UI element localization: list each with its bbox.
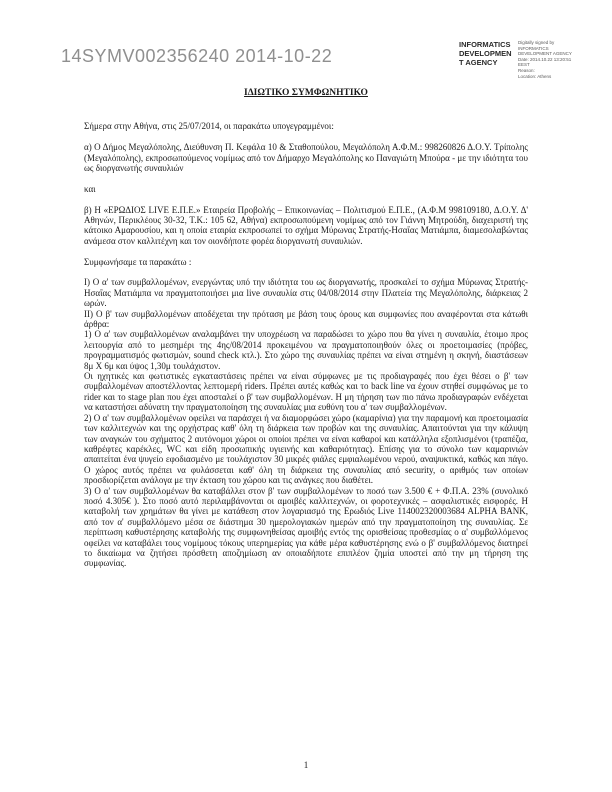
paragraph-term-1b: Οι ηχητικές και φωτιστικές εγκαταστάσεις πρέπει να είναι σύμφωνες με τις προδιαγραφές που έχει θέσει ο β' των συμβαλλομένων αποστέλλοντας λεπτομερή riders. Πρέπει αυτές καθώς και το back line να έχουν στηθεί συμφώνως με το rider και το stage plan που έχει αποσταλεί ο β' των συμβαλλομένων. Η μη τήρηση των πιο πάνω προδιαγραφών ενδέχεται να καταστήσει αδύνατη την πραγματοποίηση της συναυλίας μια ευθύνη του α' των συμβαλλομένων.	[84, 371, 528, 413]
paragraph-term-2: 2) Ο α' των συμβαλλομένων οφείλει να παράσχει ή να διαμορφώσει χώρο (καμαρίνια) για την παραμονή και προετοιμασία των καλλιτεχνών και της ορχήστρας καθ' όλη τη διάρκεια των προβών και της συναυλίας. Απαιτούνται για την κάλυψη των αναγκών του σχήματος 2 αυτόνομοι χώροι οι οποίοι πρέπει να είναι καθαροί και κατάλληλα εξοπλισμένοι (τραπέζια, καθρέφτες καρέκλες, WC και είδη προσωπικής υγιεινής και καθαριότητας). Επίσης για το σύνολο των καμαρινιών απαιτείται ένα ψυγείο εφοδιασμένο με τουλάχιστον 30 μικρές φιάλες εμφιαλωμένου νερού, αναψυκτικά, καθώς και πάγο. Ο χώρος αυτός πρέπει να φυλάσσεται καθ' όλη τη διάρκεια της συναυλίας από security, ο αριθμός των οποίων προσδιορίζεται ανάλογα με την έκταση του χώρου και τις ανάγκες που διαθέτει.	[84, 412, 528, 486]
paragraph-term-1: 1) Ο α' των συμβαλλομένων αναλαμβάνει την υποχρέωση να παραδώσει το χώρο που θα γίνει η συναυλία, έτοιμο προς λειτουργία από το μεσημέρι της 4ης/08/2014 προκειμένου να πραγματοποιηθούν όλες οι προετοιμασίες (πρόβες, προγραμματισμός φωτισμών, sound check κτλ.). Στο χώρο της συναυλίας πρέπει να είναι στημένη η σκηνή, διαστάσεων 8μ Χ 6μ και ύψος 1,30μ τουλάχιστον.	[84, 329, 528, 371]
signature-agency-name: INFORMATICS DEVELOPMENT AGENCY	[459, 40, 512, 67]
paragraph-party-a: α) Ο Δήμος Μεγαλόπολης, Διεύθυνση Π. Κεφάλα 10 & Σταθοπούλου, Μεγαλόπολη Α.Φ.Μ.: 998260826 Δ.Ο.Υ. Τρίπολης (Μεγαλόπολης), εκπροσωπούμενος νομίμως από τον Δήμαρχο Μεγαλόπολης κο Παναγιώτη Μπούρα - με την ιδιότητα του ως διοργανωτής συναυλιών	[84, 142, 528, 174]
signature-detail-line: INFORMATICS	[518, 45, 549, 51]
signature-detail-line: Date: 2014.10.22 13:20:51	[518, 56, 572, 62]
paragraph-agreement: Συμφωνήσαμε τα παρακάτω :	[84, 256, 192, 267]
ada-code: 14SYMV002356240 2014-10-22	[61, 46, 333, 66]
paragraph-party-b: β) Η «ΕΡΩΔΙΟΣ LIVE Ε.Π.Ε.» Εταιρεία Προβολής – Επικοινωνίας – Πολιτισμού Ε.Π.Ε., (Α.Φ.Μ 998109180, Δ.Ο.Υ. Δ' Αθηνών, Περικλέους 30-32, Τ.Κ.: 105 62, Αθήνα) εκπροσωπούμενη νομίμως από τον Γιάννη Μητρούδη, διαχειριστή της κάτοικο Αμαρουσίου, και η οποία εταιρία εκπροσωπεί το σχήμα Μύρωνας Στρατής-Ησαΐας Ματιάμπα, διαμεσολαβώντας ανάμεσα στον καλλιτέχνη και τον οιονδήποτε φορέα διοργανωτή συναυλιών.	[84, 204, 528, 246]
signature-detail-line: DEVELOPMENT AGENCY	[518, 51, 572, 57]
signature-detail-line: Digitally signed by	[518, 40, 555, 45]
document-title: ΙΔΙΩΤΙΚΟ ΣΥΜΦΩΝΗΤΙΚΟ	[244, 88, 368, 98]
paragraph-intro: Σήμερα στην Αθήνα, στις 25/07/2014, οι παρακάτω υπογεγραμμένοι:	[84, 121, 334, 132]
page-number: 1	[303, 760, 309, 770]
paragraph-and: και	[84, 183, 96, 194]
signature-detail-line: Reason:	[518, 67, 535, 73]
document-body	[84, 88, 528, 569]
paragraph-term-II: ΙΙ) Ο β' των συμβαλλομένων αποδέχεται την πρόταση με βάση τους όρους και συμφωνίες που αναφέρονται στα κάτωθι άρθρα:	[84, 308, 528, 330]
paragraph-term-I: Ι) Ο α' των συμβαλλομένων, ενεργώντας υπό την ιδιότητα του ως διοργανωτής, προσκαλεί το σχήμα Μύρωνας Στρατής-Ησαΐας Ματιάμπα να πραγματοποιήσει μια live συναυλία στις 04/08/2014 στην Πλατεία της Μεγαλόπολης, διάρκειας 2 ωρών.	[84, 277, 528, 309]
digital-signature-stamp	[459, 40, 581, 79]
signature-detail-line: Location: Athens	[518, 73, 552, 79]
signature-details	[518, 40, 580, 79]
paragraph-term-3: 3) Ο α' των συμβαλλομένων θα καταβάλλει στον β' των συμβαλλομένων το ποσό των 3.500 € + Φ.Π.Α. 23% (συνολικό ποσό 4.305€ ). Στο ποσό αυτό περιλαμβάνονται οι αμοιβές καλλιτεχνών, οι φοροτεχνικές – ασφαλιστικές εισφορές. Η καταβολή των χρημάτων θα γίνει με κατάθεση στον λογαριασμό της Ερωδιός Live 114002320003684 ALPHA BANK, από τον α' συμβαλλόμενο μέσα σε διάστημα 30 ημερολογιακών ημερών από την πραγματοποίηση της συναυλίας. Σε περίπτωση καθυστέρησης καταβολής της συμφωνηθείσας αμοιβής εντός της ορισθείσας προθεσμίας ο α' συμβαλλόμενος οφείλει να καταβάλει τους νομίμους τόκους υπερημερίας για κάθε μέρα καθυστέρησης ενώ ο β' συμβαλλόμενος διατηρεί το δικαίωμα να ζητήσει πρόσθετη αποζημίωση αν οποιαδήποτε επιπλέον ζημία υποστεί από την μη τήρηση της συμφωνίας.	[84, 485, 528, 569]
signature-detail-line: EEST	[518, 62, 530, 68]
